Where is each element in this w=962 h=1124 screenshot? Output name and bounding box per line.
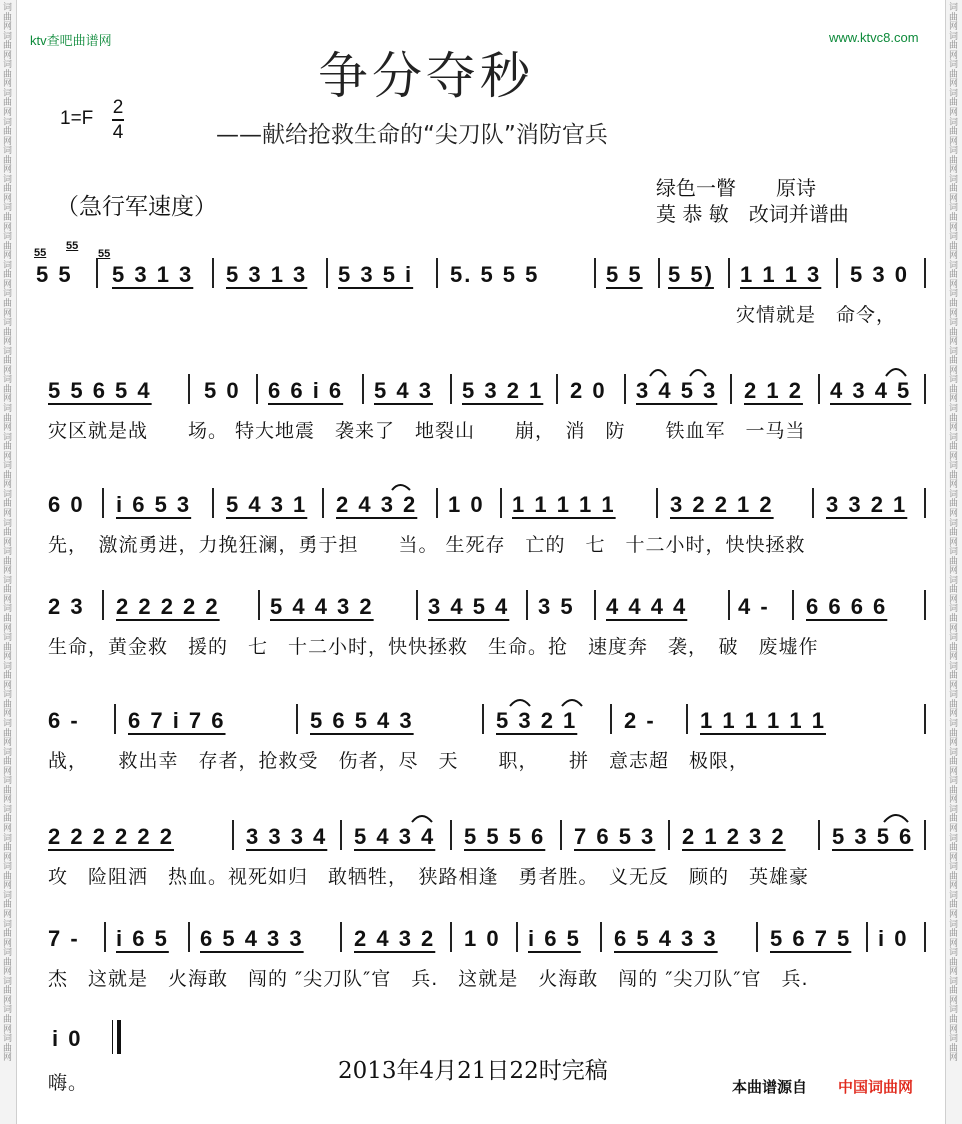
measure: 1 0: [464, 926, 501, 951]
measure: 1 0: [448, 492, 485, 517]
measure: 2 2 2 2 2 2: [48, 824, 174, 849]
lyric-line: 先， 激流勇进，力挽狂澜，勇于担 当。 生死存 亡的 七 十二小时，快快拯救: [48, 534, 806, 556]
right-watermark-text: 词曲网词曲网词曲网词曲网词曲网词曲网词曲网词曲网词曲网词曲网词曲网词曲网词曲网词曲网词曲网词曲网词曲网词曲网词曲网词曲网词曲网词曲网词曲网词曲网词曲网词曲网词曲网词曲网词曲网词曲网词曲网词曲网词曲网词曲网词曲网词曲网词曲网: [949, 3, 959, 1064]
measure: 5 4 4 3 2: [270, 594, 374, 619]
measure: 1 1 1 3: [740, 262, 822, 287]
measure: 4 3 4 5: [830, 378, 912, 403]
measure: 5 3 2 1: [496, 708, 578, 733]
source-label: 本曲谱源自: [732, 1078, 808, 1096]
measure: 7 -: [48, 926, 80, 951]
measure: 7 6 5 3: [574, 824, 656, 849]
measure: 4 4 4 4: [606, 594, 688, 619]
site-name-left[interactable]: ktv查吧曲谱网: [30, 33, 112, 48]
measure: 2 -: [624, 708, 656, 733]
measure: 5 6 5 4 3: [310, 708, 414, 733]
measure: 5 6 7 5: [770, 926, 852, 951]
measure: 6 6 6 6: [806, 594, 888, 619]
measure: 2 4 3 2: [354, 926, 436, 951]
time-signature-bottom: 4: [112, 122, 124, 143]
grace-note: 55: [98, 248, 111, 260]
measure: 5 4 3 1: [226, 492, 308, 517]
measure: 2 1 2: [744, 378, 803, 403]
measure: 1 1 1 1 1: [512, 492, 616, 517]
measure: 6 -: [48, 708, 80, 733]
measure: i 6 5 3: [116, 492, 192, 517]
measure: 1 1 1 1 1 1: [700, 708, 826, 733]
measure: 2 4 3 2: [336, 492, 418, 517]
lyric-line: 生命，黄金救 援的 七 十二小时，快快拯救 生命。抢 速度奔 袭， 破 废墟作: [48, 636, 819, 658]
measure: 5 5: [606, 262, 643, 287]
measure: 2 1 2 3 2: [682, 824, 786, 849]
measure: 5 4 3 4: [354, 824, 436, 849]
site-url-right[interactable]: www.ktvc8.com: [829, 30, 919, 45]
key-signature: 1=F: [60, 108, 94, 129]
measure: 5 3 2 1: [462, 378, 544, 403]
measure: i 0: [878, 926, 909, 951]
grace-note: 55: [66, 240, 79, 252]
measure: 5 5): [668, 262, 714, 287]
song-subtitle: ——献给抢救生命的“尖刀队”消防官兵: [216, 122, 608, 148]
measure: i 6 5: [528, 926, 581, 951]
measure: 5 4 3: [374, 378, 433, 403]
measure: 5 5 6 5 4: [48, 378, 152, 403]
credit-lyricist: 绿色一瞥 原诗: [656, 176, 816, 200]
measure: 3 4 5 4: [428, 594, 510, 619]
measure: 5 5 5 6: [464, 824, 546, 849]
measure: 6 5 4 3 3: [614, 926, 718, 951]
measure: 2 3: [48, 594, 85, 619]
measure: 5 0: [204, 378, 241, 403]
lyric-line: 战， 救出幸 存者，抢救受 伤者，尽 天 职， 拼 意志超 极限，: [48, 750, 750, 772]
measure: 3 5: [538, 594, 575, 619]
measure: 5 3 0: [850, 262, 909, 287]
measure: 5. 5 5 5: [450, 262, 540, 287]
measure: i 6 5: [116, 926, 169, 951]
song-title: 争分夺秒: [318, 47, 534, 105]
measure: 5 3 5 6: [832, 824, 914, 849]
lyric-line: 灾情就是 命令，: [736, 304, 897, 326]
lyric-line: 嗨。: [48, 1072, 89, 1094]
measure: 3 3 2 1: [826, 492, 908, 517]
measure: 3 3 3 4: [246, 824, 328, 849]
left-watermark-text: 词曲网词曲网词曲网词曲网词曲网词曲网词曲网词曲网词曲网词曲网词曲网词曲网词曲网词曲网词曲网词曲网词曲网词曲网词曲网词曲网词曲网词曲网词曲网词曲网词曲网词曲网词曲网词曲网词曲网词曲网词曲网词曲网词曲网词曲网词曲网词曲网词曲网: [3, 3, 13, 1064]
time-signature-top: 2: [112, 97, 124, 118]
measure: 5 3 5 i: [338, 262, 414, 287]
measure: 2 0: [570, 378, 607, 403]
lyric-line: 杰 这就是 火海敢 闯的 ″尖刀队″官 兵. 这就是 火海敢 闯的 ″尖刀队″官 兵.: [48, 968, 809, 990]
measure: 5 3 1 3: [112, 262, 194, 287]
tempo-marking: （急行军速度）: [56, 194, 217, 220]
measure: 3 4 5 3: [636, 378, 718, 403]
lyric-line: 灾区就是战 场。 特大地震 袭来了 地裂山 崩， 消 防 铁血军 一马当: [48, 420, 806, 442]
source-site-link[interactable]: 中国词曲网: [838, 1078, 914, 1096]
measure: 6 7 i 7 6: [128, 708, 226, 733]
measure: 2 2 2 2 2: [116, 594, 220, 619]
measure: 4 -: [738, 594, 770, 619]
grace-note: 55: [34, 247, 47, 259]
measure: 6 0: [48, 492, 85, 517]
credit-composer: 莫 恭 敏 改词并谱曲: [656, 202, 849, 226]
measure: 3 2 2 1 2: [670, 492, 774, 517]
measure: 6 5 4 3 3: [200, 926, 304, 951]
measure: 5 3 1 3: [226, 262, 308, 287]
completion-date: 2013年4月21日22时完稿: [338, 1058, 608, 1084]
lyric-line: 攻 险阻洒 热血。视死如归 敢牺牲， 狭路相逢 勇者胜。 义无反 顾的 英雄豪: [48, 866, 810, 888]
measure: i 0: [52, 1026, 83, 1051]
grace-lead-notes: 5 5: [36, 262, 73, 287]
measure: 6 6 i 6: [268, 378, 344, 403]
